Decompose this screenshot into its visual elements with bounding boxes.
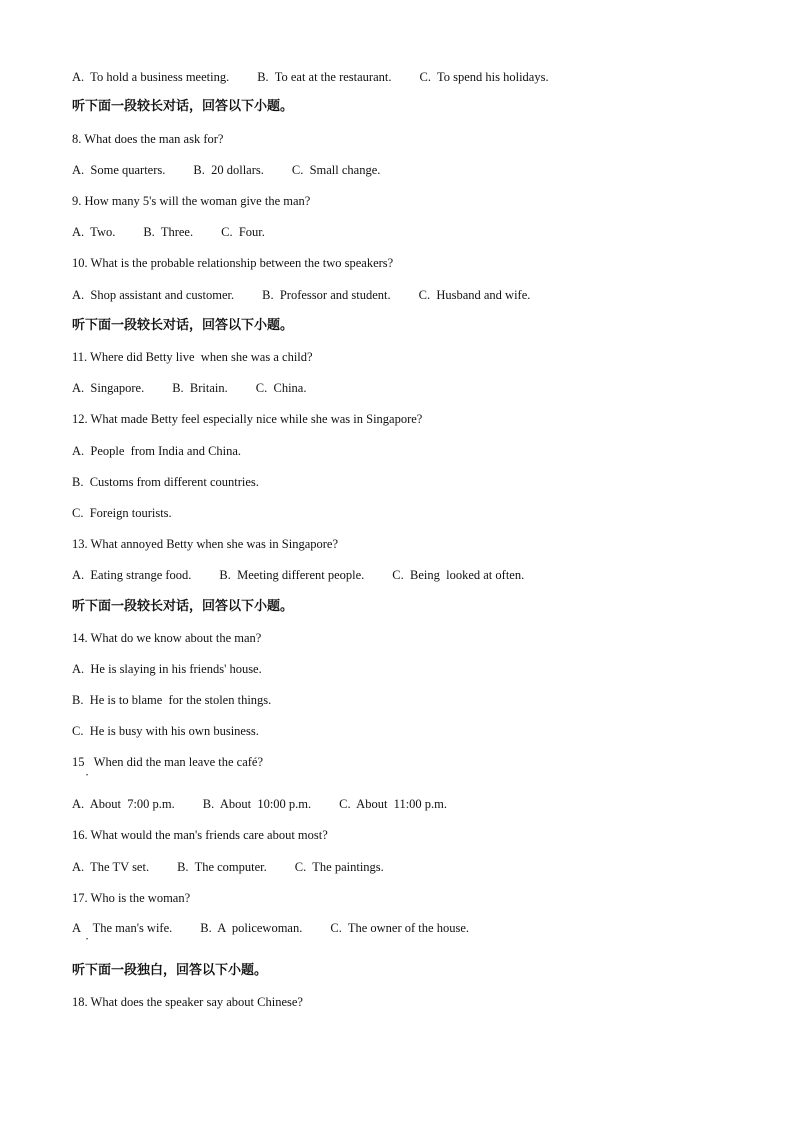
option: C. China. xyxy=(255,381,307,395)
question: 16. What would the man's friends care about most? xyxy=(72,828,328,842)
stray-dot-mark: • xyxy=(86,773,89,779)
option: B. About 10:00 p.m. xyxy=(202,797,312,811)
option: A. Shop assistant and customer. xyxy=(72,288,235,302)
stray-dot-mark: • xyxy=(86,937,89,943)
option-line: B. Customs from different countries. xyxy=(72,475,259,489)
options-row xyxy=(72,567,552,583)
question: 12. What made Betty feel especially nice while she was in Singapore? xyxy=(72,412,423,426)
option: B. A policewoman. xyxy=(200,921,303,935)
question: 9. How many 5's will the woman give the man? xyxy=(72,194,311,208)
question: 10. What is the probable relationship between the two speakers? xyxy=(72,256,394,270)
option-line: A. He is slaying in his friends' house. xyxy=(72,662,262,676)
option: B. To eat at the restaurant. xyxy=(257,70,392,84)
option: B. 20 dollars. xyxy=(193,163,264,177)
option: A The man's wife. xyxy=(72,921,173,935)
options-row xyxy=(72,287,558,303)
option: B. The computer. xyxy=(177,860,267,874)
option: A. About 7:00 p.m. xyxy=(72,797,175,811)
options-row xyxy=(72,69,577,85)
section-heading: 听下面一段较长对话，回答以下小题。 xyxy=(72,99,294,114)
option: C. Four. xyxy=(221,225,265,239)
section-heading: 听下面一段较长对话，回答以下小题。 xyxy=(72,599,294,614)
option: B. Meeting different people. xyxy=(219,568,365,582)
question: 8. What does the man ask for? xyxy=(72,132,224,146)
option: B. Britain. xyxy=(172,381,228,395)
option: C. To spend his holidays. xyxy=(419,70,549,84)
option: A. Singapore. xyxy=(72,381,145,395)
option: A. To hold a business meeting. xyxy=(72,70,230,84)
option: A. Two. xyxy=(72,225,116,239)
question: 11. Where did Betty live when she was a child? xyxy=(72,350,313,364)
option: A. The TV set. xyxy=(72,860,150,874)
option-line: A. People from India and China. xyxy=(72,444,242,458)
section-heading: 听下面一段较长对话，回答以下小题。 xyxy=(72,318,294,333)
option: C. The owner of the house. xyxy=(330,921,469,935)
question: 14. What do we know about the man? xyxy=(72,631,262,645)
option: B. Professor and student. xyxy=(262,288,391,302)
option: C. Husband and wife. xyxy=(418,288,531,302)
question: 15 When did the man leave the café? xyxy=(72,755,264,769)
options-row xyxy=(72,859,412,875)
option: C. Small change. xyxy=(291,163,381,177)
question: 17. Who is the woman? xyxy=(72,891,191,905)
option: B. Three. xyxy=(143,225,194,239)
option: A. Eating strange food. xyxy=(72,568,192,582)
question: 18. What does the speaker say about Chinese? xyxy=(72,995,303,1009)
option: C. Being looked at often. xyxy=(392,568,525,582)
question: 13. What annoyed Betty when she was in Singapore? xyxy=(72,537,339,551)
options-row xyxy=(72,796,475,812)
option-line: B. He is to blame for the stolen things. xyxy=(72,693,272,707)
option: C. The paintings. xyxy=(294,860,384,874)
section-heading: 听下面一段独白，回答以下小题。 xyxy=(72,963,268,978)
option: A. Some quarters. xyxy=(72,163,166,177)
option-line: C. Foreign tourists. xyxy=(72,506,172,520)
options-row xyxy=(72,920,497,936)
options-row xyxy=(72,224,293,240)
option-line: C. He is busy with his own business. xyxy=(72,724,259,738)
options-row xyxy=(72,380,334,396)
option: C. About 11:00 p.m. xyxy=(339,797,448,811)
options-row xyxy=(72,162,408,178)
